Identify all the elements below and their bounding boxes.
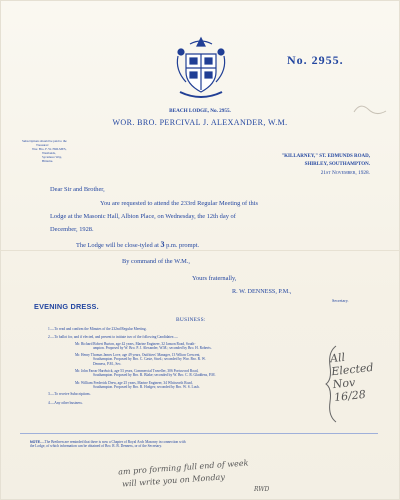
treasurer-line: Wor. Bro. F. W. HOLMES,	[32, 146, 67, 151]
divider	[20, 433, 378, 434]
address-block	[210, 153, 370, 177]
candidate-line: Southampton. Proposed by Bro. R. Hodges; seconded by Bro. W. S. Lush.	[93, 384, 200, 389]
candidate-line: Denness, P.M., Sec.	[93, 361, 122, 366]
document-number: No. 2955.	[287, 53, 344, 67]
business-list	[48, 327, 368, 405]
note-label: NOTE.	[30, 440, 41, 444]
body-line: You are requested to attend the 233rd Regular Meeting of this	[100, 200, 259, 207]
business-item: 3.—To receive Subscriptions.	[48, 392, 91, 397]
note-text-2: the Lodge, of which information can be obtained of Bro. R. B. Denness, or of the Secretary.	[30, 444, 162, 449]
treasurer-line: Sycamore Way,	[42, 154, 62, 159]
stain-mark-icon	[350, 100, 390, 126]
fold-line	[0, 250, 400, 251]
tyled-time: 3	[160, 240, 165, 249]
margin-line: Nov	[332, 375, 356, 392]
salutation: Dear Sir and Brother,	[50, 186, 105, 193]
candidate-line: Mr. Richard Robert Burton, age 42 years, Marine Engineer, 32 Janson Road, South-	[75, 341, 196, 346]
treasurer-line: Westlands,	[42, 150, 56, 155]
note-text: —The Brethren are reminded that there is now a Chapter of Royal Arch Masonry in connection with	[40, 440, 186, 444]
evening-dress: EVENING DRESS.	[34, 302, 99, 311]
candidate-line: Southampton. Proposed by Bro. R. Blake; seconded by W. Bro. C. R. Gladdens, P.M.	[93, 373, 216, 378]
body-text	[50, 197, 375, 236]
treasurer-note	[22, 140, 112, 163]
business-title: BUSINESS:	[176, 317, 206, 323]
secretary-role: Secretary.	[332, 298, 349, 303]
business-item: 1.—To read and confirm the Minutes of the 232nd Regular Meeting.	[48, 327, 147, 331]
address-street: "KILLARNEY," ST. EDMUNDS ROAD,	[281, 154, 370, 159]
candidate-line: Mr. John Farrar Hardwick, age 53 years, Commercial Traveller, 306 Portswood Road,	[75, 369, 199, 374]
bottom-annotation-2: will write you on Monday	[121, 472, 226, 489]
margin-line: Elected	[330, 360, 375, 379]
treasurer-line: Bitterne.	[42, 158, 54, 163]
margin-bracket-icon	[324, 344, 340, 424]
candidate-line: Mr. William Frederick Drew, age 25 years, Marine Engineer, 34 Whitworth Road,	[75, 380, 193, 385]
candidate-line: ampton. Proposed by W. Bro. P. J. Alexander, W.M.; seconded by Bro. H. Roberts.	[93, 345, 212, 350]
candidate-line: Southampton. Proposed by Bro. C. Caste, Stwd.; seconded by Wor. Bro. R. W.	[93, 357, 206, 362]
body-line: December, 1928.	[50, 226, 94, 233]
signature-line: R. W. DENNESS, P.M.,	[232, 288, 292, 295]
tyled-notice	[76, 240, 199, 249]
lodge-crest-icon	[172, 36, 230, 100]
business-item: 4.—Any other business.	[48, 400, 83, 405]
letter-date: 21st November, 1928.	[320, 170, 370, 176]
treasurer-line: Treasurer:	[36, 142, 49, 147]
command-line: By command of the W.M.,	[122, 258, 190, 265]
bottom-annotation-1: am pro forming full end of week	[117, 458, 249, 477]
margin-line: All	[329, 350, 346, 366]
tyled-post: p.m. prompt.	[166, 242, 200, 249]
business-item: 2.—To ballot for, and if elected, and present to initiate two of the following Candidates:—	[48, 335, 178, 340]
candidate-line: Mr. Henry Thomas James Love, age 49 years, Outfitters' Manager, 13 Wilton Crescent,	[75, 353, 201, 358]
margin-line: 16/28	[333, 387, 367, 405]
master-name: WOR. BRO. PERCIVAL J. ALEXANDER, W.M.	[112, 118, 288, 127]
lodge-name: BEACH LODGE, No. 2955.	[169, 108, 231, 114]
address-town: SHIRLEY, SOUTHAMPTON.	[304, 162, 370, 167]
closing-line: Yours fraternally,	[192, 275, 237, 282]
candidate-list	[48, 342, 368, 390]
treasurer-line: Subscriptions should be paid to the	[22, 139, 67, 143]
bottom-initials: RWD	[254, 486, 270, 493]
tyled-pre: The Lodge will be close-tyled at	[76, 242, 159, 249]
body-line: Lodge at the Masonic Hall, Albion Place, on Wednesday, the 12th day of	[50, 213, 236, 220]
note-block	[30, 440, 370, 449]
